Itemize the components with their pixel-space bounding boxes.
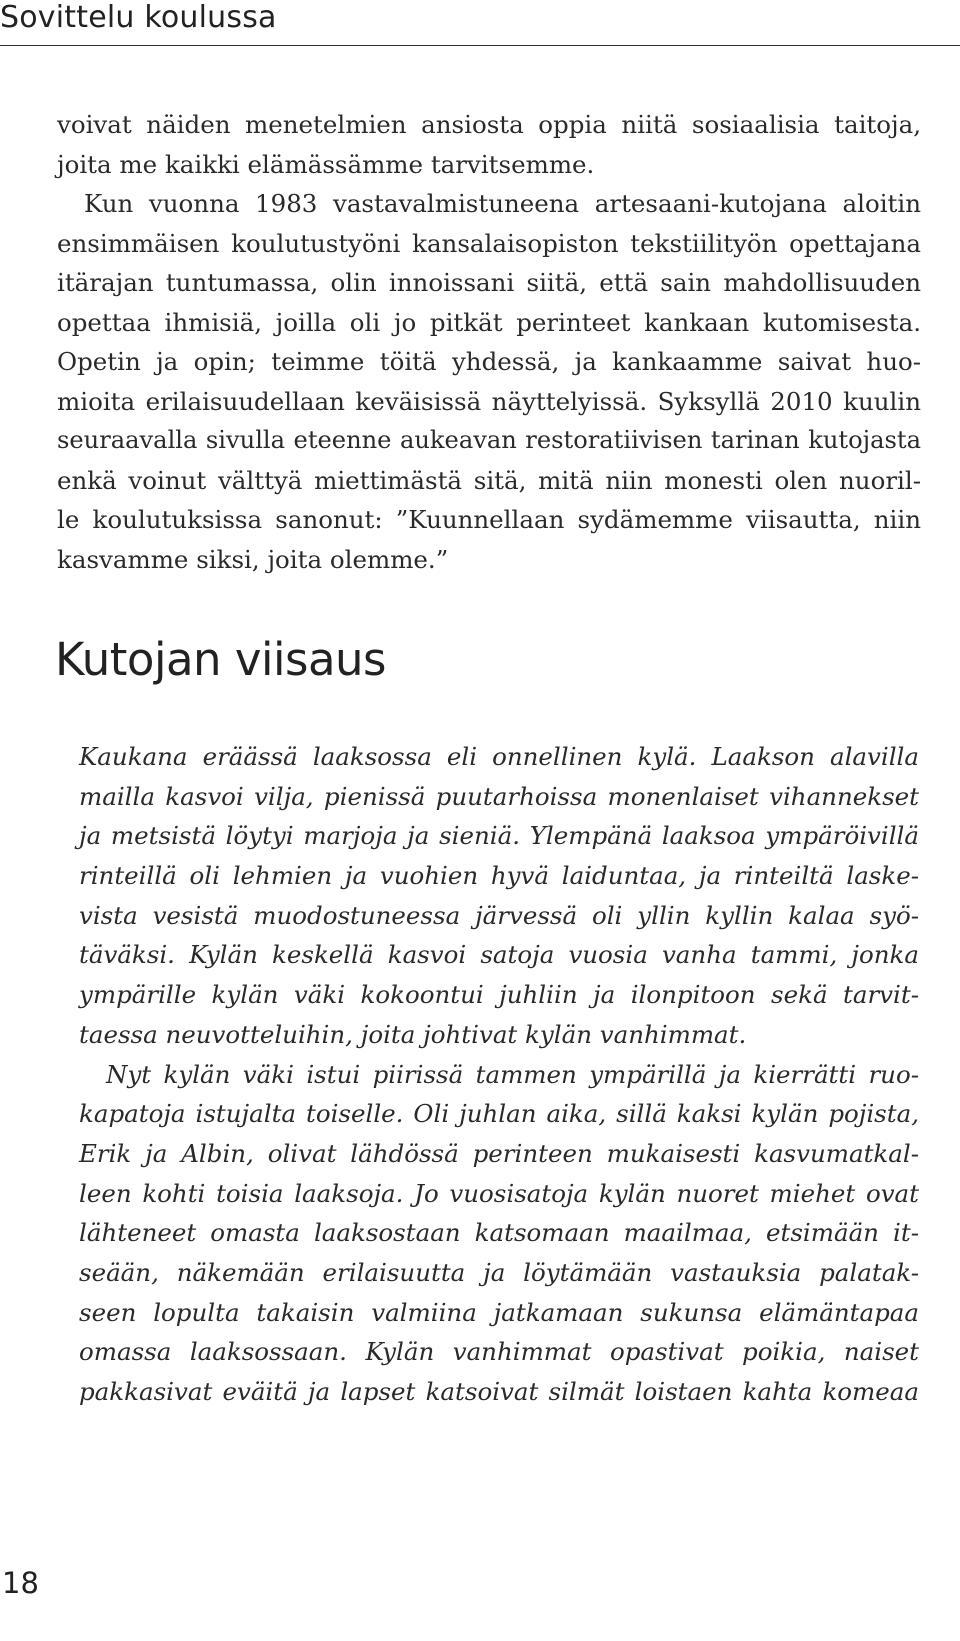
story-line: ympärille kylän väki kokoontui juhliin ja ilonpitoon sekä tarvit-: [79, 980, 919, 1010]
intro-line: ensimmäisen koulutustyöni kansalaisopiston tekstiilityön opettajana: [57, 228, 921, 258]
intro-line: enkä voinut välttyä miettimästä sitä, mitä niin monesti olen nuoril-: [57, 465, 921, 495]
story-line: omassa laaksossaan. Kylän vanhimmat opastivat poikia, naiset: [79, 1337, 919, 1367]
intro-line: Kun vuonna 1983 vastavalmistuneena artesaani-kutojana aloitin: [84, 189, 921, 218]
story-line: Nyt kylän väki istui piirissä tammen ympärillä ja kierrätti ruo-: [106, 1059, 919, 1089]
story-line: seään, näkemään erilaisuutta ja löytämään vastauksia palatak-: [79, 1257, 919, 1287]
intro-line: seuraavalla sivulla eteenne aukeavan restoratiivisen tarinan kutojasta: [57, 426, 921, 454]
story-line: Erik ja Albin, olivat lähdössä perinteen mukaisesti kasvumatkal-: [79, 1138, 919, 1168]
story-paragraph: [79, 737, 919, 1412]
intro-line: voivat näiden menetelmien ansiosta oppia niitä sosiaalisia taitoja,: [57, 110, 921, 139]
running-header: Sovittelu koulussa: [0, 0, 277, 35]
intro-line: kasvamme siksi, joita olemme.”: [57, 544, 449, 574]
story-line: vista vesistä muodostuneessa järvessä oli yllin kyllin kalaa syö-: [79, 900, 919, 930]
story-line: lähteneet omasta laaksostaan katsomaan maailmaa, etsimään it-: [79, 1218, 919, 1248]
story-line: Kaukana eräässä laaksossa eli onnellinen kylä. Laakson alavilla: [79, 742, 919, 771]
intro-line: Opetin ja opin; teimme töitä yhdessä, ja kankaamme saivat huo-: [57, 347, 921, 376]
intro-line: le koulutuksissa sanonut: ”Kuunnellaan sydämemme viisautta, niin: [57, 505, 921, 534]
section-heading: Kutojan viisaus: [55, 633, 386, 686]
story-line: pakkasivat eväitä ja lapset katsoivat silmät loistaen kahta komeaa: [79, 1377, 919, 1406]
intro-line: itärajan tuntumassa, olin innoissani siitä, että sain mahdollisuuden: [57, 268, 921, 297]
header-rule: [0, 45, 960, 46]
story-line: täväksi. Kylän keskellä kasvoi satoja vuosia vanha tammi, jonka: [79, 940, 919, 970]
story-line: rinteillä oli lehmien ja vuohien hyvä laiduntaa, ja rinteiltä laske-: [79, 861, 919, 891]
story-line: leen kohti toisia laaksoja. Jo vuosisatoja kylän nuoret miehet ovat: [79, 1178, 919, 1208]
story-line: seen lopulta takaisin valmiina jatkamaan sukunsa elämäntapaa: [79, 1297, 919, 1327]
story-line: ja metsistä löytyi marjoja ja sieniä. Ylempänä laaksoa ympäröivillä: [79, 821, 919, 851]
intro-line: opettaa ihmisiä, joilla oli jo pitkät perinteet kankaan kutomisesta.: [57, 307, 921, 337]
page-number: 18: [2, 1566, 39, 1600]
story-line: kapatoja istujalta toiselle. Oli juhlan aika, sillä kaksi kylän pojista,: [79, 1099, 919, 1129]
intro-line: joita me kaikki elämässämme tarvitsemme.: [57, 149, 595, 179]
intro-line: mioita erilaisuudellaan keväisissä näyttelyissä. Syksyllä 2010 kuulin: [57, 386, 921, 416]
story-line: mailla kasvoi vilja, pienissä puutarhoissa monenlaiset vihannekset: [79, 781, 919, 811]
story-line: taessa neuvotteluihin, joita johtivat kylän vanhimmat.: [79, 1019, 747, 1049]
intro-paragraph: [57, 105, 921, 579]
